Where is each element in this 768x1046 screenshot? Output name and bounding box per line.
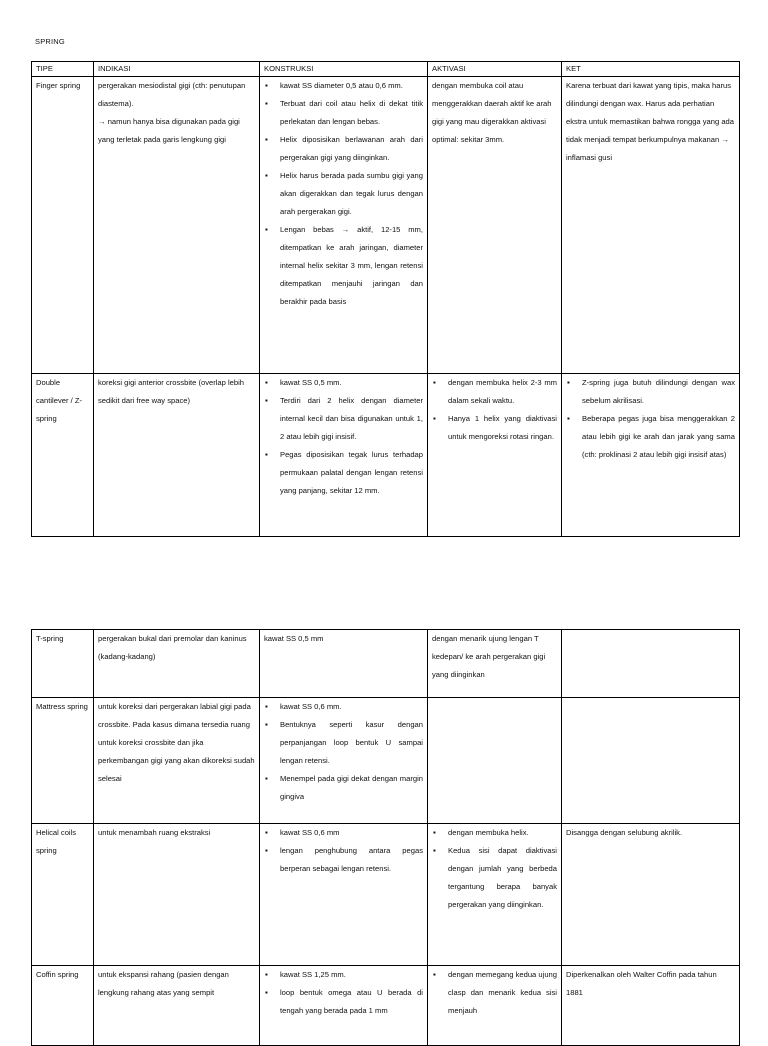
document-title: SPRING	[35, 37, 65, 46]
konstruksi-item: ▪ Bentuknya seperti kasur dengan perpanjangan loop bentuk U sampai lengan retensi.	[280, 716, 423, 770]
cell-indikasi	[94, 698, 260, 824]
indikasi-line: untuk menambah ruang ekstraksi	[98, 828, 211, 837]
header-tipe: TIPE	[32, 62, 94, 77]
konstruksi-item: ▪ Pegas diposisikan tegak lurus terhadap permukaan palatal dengan lengan retensi yang panjang, sekitar 12 mm.	[280, 446, 423, 500]
cell-tipe: T-spring	[32, 630, 94, 698]
cell-ket	[562, 77, 740, 374]
indikasi-line: → namun hanya bisa digunakan pada gigi yang terletak pada garis lengkung gigi	[98, 117, 240, 144]
cell-indikasi	[94, 824, 260, 966]
table-row-coffin-spring	[32, 966, 740, 1046]
indikasi-line: untuk ekspansi rahang (pasien dengan lengkung rahang atas yang sempit	[98, 970, 229, 997]
cell-konstruksi	[260, 698, 428, 824]
cell-ket	[562, 824, 740, 966]
cell-aktivasi	[428, 966, 562, 1046]
cell-ket	[562, 966, 740, 1046]
konstruksi-item: ▪ kawat SS 0,6 mm.	[280, 698, 423, 716]
table-row-t-spring	[32, 630, 740, 698]
indikasi-line: pergerakan bukal dari premolar dan kaninus (kadang-kadang)	[98, 634, 247, 661]
cell-ket	[562, 630, 740, 698]
konstruksi-item: ▪ kawat SS diameter 0,5 atau 0,6 mm.	[280, 77, 423, 95]
ket-item: ▪ Z-spring juga butuh dilindungi dengan wax sebelum akrilisasi.	[582, 374, 735, 410]
ket-line: Karena terbuat dari kawat yang tipis, maka harus dilindungi dengan wax. Harus ada perhatian ekstra untuk memastikan bahwa rongga yang ada tidak menjadi tempat berkumpulnya makanan → inflamasi gusi	[566, 81, 735, 162]
cell-konstruksi	[260, 630, 428, 698]
indikasi-line: untuk koreksi dari pergerakan labial gigi pada crossbite. Pada kasus dimana tersedia ruang untuk koreksi crossbite dan jika perkembangan gigi yang akan dikoreksi sudah selesai	[98, 702, 255, 783]
cell-aktivasi	[428, 824, 562, 966]
konstruksi-item: ▪ Terdiri dari 2 helix dengan diameter internal kecil dan bisa digunakan untuk 1, 2 atau lebih gigi insisif.	[280, 392, 423, 446]
cell-konstruksi	[260, 77, 428, 374]
header-konstruksi: KONSTRUKSI	[260, 62, 428, 77]
spring-table-part-1	[31, 61, 740, 537]
ket-item: ▪ Beberapa pegas juga bisa menggerakkan 2 atau lebih gigi ke arah dan jarak yang sama (cth: proklinasi 2 atau lebih gigi insisif atas)	[582, 410, 735, 464]
cell-aktivasi	[428, 698, 562, 824]
aktivasi-item: ▪ Kedua sisi dapat diaktivasi dengan jumlah yang berbeda tergantung berapa banyak pergerakan yang diinginkan.	[448, 842, 557, 914]
cell-tipe: Coffin spring	[32, 966, 94, 1046]
cell-konstruksi	[260, 824, 428, 966]
aktivasi-item: ▪ dengan membuka helix.	[448, 824, 557, 842]
cell-aktivasi	[428, 77, 562, 374]
cell-konstruksi	[260, 374, 428, 537]
konstruksi-item: ▪ Menempel pada gigi dekat dengan margin gingiva	[280, 770, 423, 806]
konstruksi-item: ▪ loop bentuk omega atau U berada di tengah yang berada pada 1 mm	[280, 984, 423, 1020]
indikasi-line: pergerakan mesiodistal gigi (cth: penutupan diastema).	[98, 81, 246, 108]
cell-konstruksi	[260, 966, 428, 1046]
cell-indikasi	[94, 77, 260, 374]
table-row-z-spring	[32, 374, 740, 537]
konstruksi-item: ▪ kawat SS 0,5 mm.	[280, 374, 423, 392]
konstruksi-item: ▪ lengan penghubung antara pegas berperan sebagai lengan retensi.	[280, 842, 423, 878]
aktivasi-item: ▪ Hanya 1 helix yang diaktivasi untuk mengoreksi rotasi ringan.	[448, 410, 557, 446]
cell-tipe: Finger spring	[32, 77, 94, 374]
header-indikasi: INDIKASI	[94, 62, 260, 77]
konstruksi-item: ▪ Helix diposisikan berlawanan arah dari pergerakan gigi yang diinginkan.	[280, 131, 423, 167]
table-header-row	[32, 62, 740, 77]
header-ket: KET	[562, 62, 740, 77]
konstruksi-item: ▪ kawat SS 0,6 mm	[280, 824, 423, 842]
konstruksi-item: ▪ Lengan bebas → aktif, 12-15 mm, ditempatkan ke arah jaringan, diameter internal helix sekitar 3 mm, lengan retensi ditempatkan menjauhi jaringan dan berakhir pada basis	[280, 221, 423, 311]
cell-indikasi	[94, 630, 260, 698]
konstruksi-item: ▪ Helix harus berada pada sumbu gigi yang akan digerakkan dan tegak lurus dengan arah pergerakan gigi.	[280, 167, 423, 221]
aktivasi-item: ▪ dengan memegang kedua ujung clasp dan menarik kedua sisi menjauh	[448, 966, 557, 1020]
aktivasi-line: dengan menarik ujung lengan T kedepan/ ke arah pergerakan gigi yang diinginkan	[432, 634, 546, 679]
konstruksi-item: ▪ Terbuat dari coil atau helix di dekat titik perlekatan dan lengan bebas.	[280, 95, 423, 131]
cell-tipe: Helical coils spring	[32, 824, 94, 966]
konstruksi-line: kawat SS 0,5 mm	[264, 634, 324, 643]
cell-tipe: Mattress spring	[32, 698, 94, 824]
cell-aktivasi	[428, 374, 562, 537]
cell-tipe: Double cantilever / Z-spring	[32, 374, 94, 537]
aktivasi-line: dengan membuka coil atau menggerakkan daerah aktif ke arah gigi yang mau digerakkan aktivasi optimal: sekitar 3mm.	[432, 81, 552, 144]
ket-line: Diperkenalkan oleh Walter Coffin pada tahun 1881	[566, 970, 717, 997]
aktivasi-item: ▪ dengan membuka helix 2-3 mm dalam sekali waktu.	[448, 374, 557, 410]
table-row-mattress-spring	[32, 698, 740, 824]
cell-ket	[562, 374, 740, 537]
cell-indikasi	[94, 374, 260, 537]
cell-indikasi	[94, 966, 260, 1046]
header-aktivasi: AKTIVASI	[428, 62, 562, 77]
spring-table-part-2	[31, 629, 740, 1046]
table-row-finger-spring	[32, 77, 740, 374]
konstruksi-item: ▪ kawat SS 1,25 mm.	[280, 966, 423, 984]
table-row-helical-coils-spring	[32, 824, 740, 966]
ket-line: Disangga dengan selubung akrilik.	[566, 828, 683, 837]
cell-aktivasi	[428, 630, 562, 698]
indikasi-line: koreksi gigi anterior crossbite (overlap lebih sedikit dari free way space)	[98, 378, 245, 405]
cell-ket	[562, 698, 740, 824]
